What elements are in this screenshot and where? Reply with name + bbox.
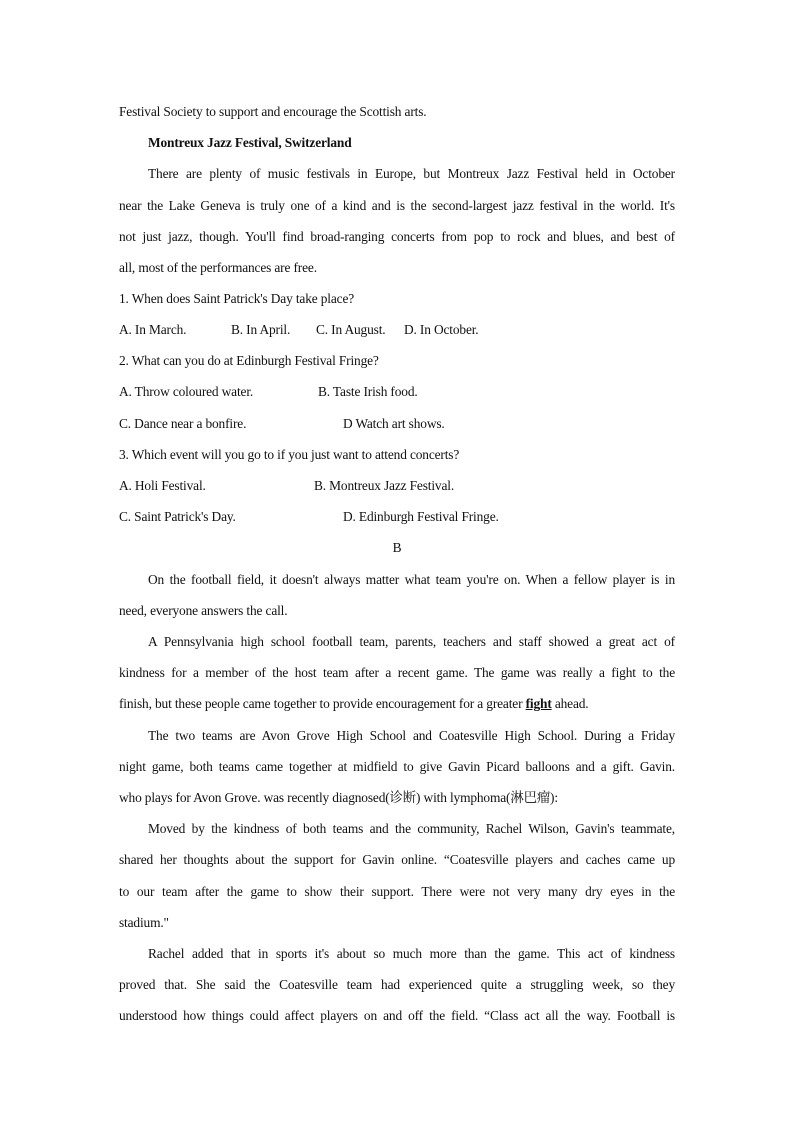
paragraph-line: stadium.": [119, 915, 169, 930]
question-3-option-a: A. Holi Festival.: [119, 478, 206, 493]
paragraph-line: kindness for a member of the host team after a recent game. The game was really a fight to the: [119, 665, 675, 680]
question-1-option-a: A. In March.: [119, 322, 187, 337]
underlined-word: fight: [525, 696, 552, 711]
question-3: 3. Which event will you go to if you just want to attend concerts?: [119, 447, 460, 462]
question-1: 1. When does Saint Patrick's Day take place?: [119, 291, 355, 306]
paragraph-line-with-underline: [119, 696, 675, 712]
question-1-option-b: B. In April.: [231, 322, 291, 337]
paragraph-line: A Pennsylvania high school football team, parents, teachers and staff showed a great act of: [148, 634, 675, 649]
paragraph-line: need, everyone answers the call.: [119, 603, 288, 618]
question-3-option-d: D. Edinburgh Festival Fringe.: [343, 509, 499, 524]
paragraph-line: The two teams are Avon Grove High School and Coatesville High School. During a Friday: [148, 728, 675, 743]
question-3-option-b: B. Montreux Jazz Festival.: [314, 478, 455, 493]
paragraph-line: who plays for Avon Grove. was recently diagnosed(诊断) with lymphoma(淋巴瘤):: [119, 790, 558, 805]
paragraph-line: shared her thoughts about the support for Gavin online. “Coatesville players and caches came up: [119, 852, 675, 867]
question-2: 2. What can you do at Edinburgh Festival Fringe?: [119, 353, 379, 368]
question-3-option-c: C. Saint Patrick's Day.: [119, 509, 236, 524]
text-run: finish, but these people came together to provide encouragement for a greater: [119, 696, 526, 711]
paragraph-line: Rachel added that in sports it's about so much more than the game. This act of kindness: [148, 946, 675, 961]
passage-a-continuation: Festival Society to support and encourage the Scottish arts.: [119, 104, 427, 119]
question-2-option-a: A. Throw coloured water.: [119, 384, 254, 399]
question-2-option-b: B. Taste Irish food.: [318, 384, 418, 399]
question-2-option-c: C. Dance near a bonfire.: [119, 416, 247, 431]
section-b-label: B: [392, 540, 402, 555]
paragraph-line: proved that. She said the Coatesville team had experienced quite a struggling week, so they: [119, 977, 675, 992]
paragraph-line: night game, both teams came together at midfield to give Gavin Picard balloons and a gift. Gavin.: [119, 759, 675, 774]
text-run: ahead.: [551, 696, 589, 711]
montreux-line: near the Lake Geneva is truly one of a kind and is the second-largest jazz festival in the world. It's: [119, 198, 675, 213]
montreux-line: all, most of the performances are free.: [119, 260, 317, 275]
question-2-option-d: D Watch art shows.: [343, 416, 445, 431]
montreux-heading: Montreux Jazz Festival, Switzerland: [148, 135, 352, 150]
paragraph-line: Moved by the kindness of both teams and the community, Rachel Wilson, Gavin's teammate,: [148, 821, 675, 836]
paragraph-line: understood how things could affect players on and off the field. “Class act all the way. Football is: [119, 1008, 675, 1023]
paragraph-line: to our team after the game to show their support. There were not very many dry eyes in the: [119, 884, 675, 899]
montreux-line: There are plenty of music festivals in Europe, but Montreux Jazz Festival held in October: [148, 166, 675, 181]
paragraph-line: On the football field, it doesn't always matter what team you're on. When a fellow player is in: [148, 572, 675, 587]
question-1-option-d: D. In October.: [404, 322, 479, 337]
montreux-line: not just jazz, though. You'll find broad-ranging concerts from pop to rock and blues, and best of: [119, 229, 675, 244]
question-1-option-c: C. In August.: [316, 322, 386, 337]
